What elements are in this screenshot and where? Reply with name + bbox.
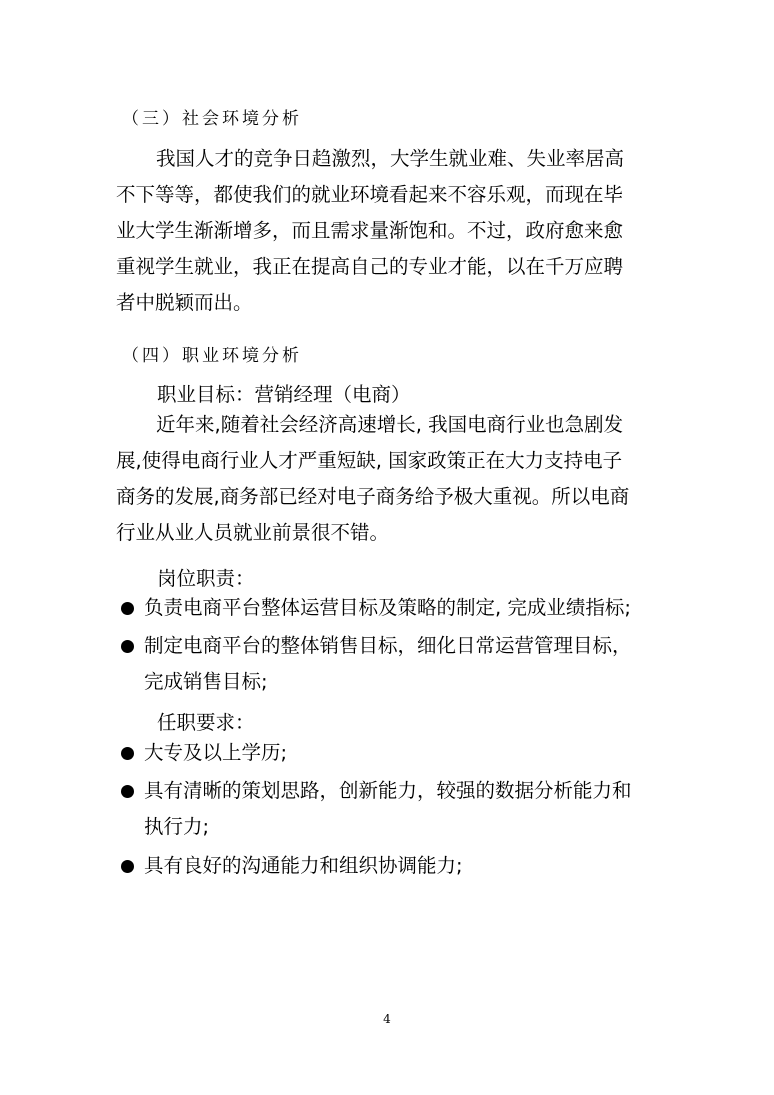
section4-paragraph bbox=[116, 407, 668, 551]
requirement-bullet-item bbox=[116, 848, 676, 884]
paragraph-line: 我国人才的竞争日趋激烈，大学生就业难、失业率居高 bbox=[156, 147, 625, 170]
requirement-bullet-item bbox=[116, 735, 676, 771]
paragraph-line: 行业从业人员就业前景很不错。 bbox=[116, 521, 390, 544]
bullet-text: 大专及以上学历; bbox=[144, 741, 288, 764]
duty-bullet-item bbox=[116, 628, 676, 700]
bullet-text: 具有良好的沟通能力和组织协调能力; bbox=[144, 854, 463, 877]
paragraph-line: 业大学生渐渐增多，而且需求量渐饱和。不过，政府愈来愈 bbox=[116, 219, 624, 242]
section3-heading: （三）社会环境分析 bbox=[122, 109, 302, 129]
paragraph-line: 近年来,随着社会经济高速增长, 我国电商行业也急剧发 bbox=[156, 413, 624, 436]
paragraph-line: 展,使得电商行业人才严重短缺, 国家政策正在大力支持电子 bbox=[116, 449, 623, 472]
paragraph-line: 重视学生就业，我正在提高自己的专业才能，以在千万应聘 bbox=[116, 255, 624, 278]
paragraph-line: 不下等等，都使我们的就业环境看起来不容乐观，而现在毕 bbox=[116, 183, 624, 206]
bullet-text: 完成销售目标; bbox=[144, 670, 268, 693]
bullet-dot-icon bbox=[121, 860, 134, 873]
bullet-text: 具有清晰的策划思路，创新能力，较强的数据分析能力和 bbox=[144, 779, 632, 802]
bullet-text: 负责电商平台整体运营目标及策略的制定, 完成业绩指标; bbox=[144, 596, 631, 619]
bullet-text: 制定电商平台的整体销售目标，细化日常运营管理目标， bbox=[144, 634, 632, 657]
bullet-dot-icon bbox=[121, 747, 134, 760]
paragraph-line: 者中脱颖而出。 bbox=[116, 291, 253, 314]
career-goal: 职业目标：营销经理（电商） bbox=[157, 383, 411, 406]
duties-label: 岗位职责： bbox=[157, 567, 255, 590]
requirements-label: 任职要求： bbox=[157, 711, 255, 734]
bullet-dot-icon bbox=[121, 785, 134, 798]
paragraph-line: 商务的发展,商务部已经对电子商务给予极大重视。所以电商 bbox=[116, 485, 630, 508]
requirement-bullet-item bbox=[116, 773, 676, 845]
bullet-dot-icon bbox=[121, 640, 134, 653]
section3-paragraph bbox=[116, 141, 668, 321]
section4-heading: （四）职业环境分析 bbox=[122, 346, 302, 366]
page-number: 4 bbox=[383, 1012, 391, 1026]
bullet-dot-icon bbox=[121, 602, 134, 615]
duty-bullet-item bbox=[116, 590, 676, 626]
bullet-text: 执行力; bbox=[144, 815, 210, 838]
